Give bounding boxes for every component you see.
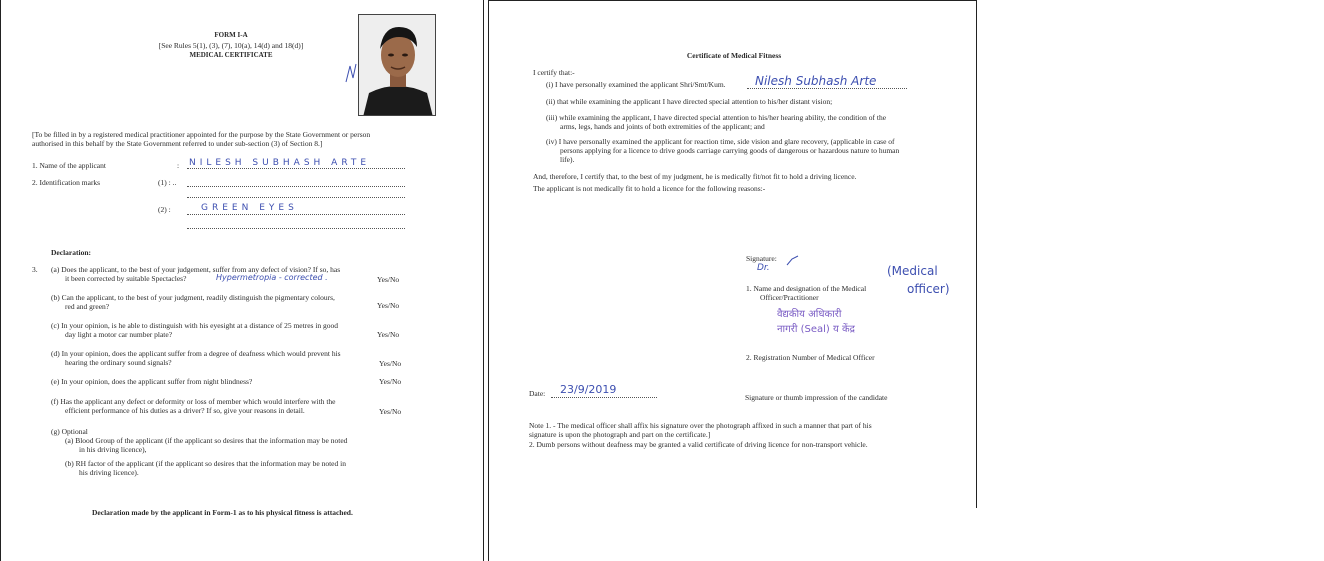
dotted-line bbox=[187, 197, 405, 198]
question-a-note: Hypermetropia - corrected . bbox=[216, 273, 328, 282]
colon: : bbox=[177, 161, 180, 170]
applicant-photo bbox=[358, 14, 436, 116]
dotted-line bbox=[187, 214, 405, 215]
dotted-line bbox=[187, 168, 405, 169]
mark-2-value: GREEN EYES bbox=[201, 203, 298, 213]
question-c-line-2: day light a motor car number plate? bbox=[65, 330, 173, 339]
applicant-name-label: 1. Name of the applicant bbox=[32, 161, 106, 170]
question-g-line-5: his driving licence). bbox=[79, 468, 139, 477]
form-subtitle: MEDICAL CERTIFICATE bbox=[189, 51, 273, 59]
registration-label: 2. Registration Number of Medical Officer bbox=[746, 353, 875, 362]
date-label: Date: bbox=[529, 389, 546, 398]
dotted-line bbox=[747, 88, 907, 89]
question-c-line-1: (c) In your opinion, is he able to distinguish with his eyesight at a distance of 25 metres in good bbox=[51, 321, 339, 330]
item-iv-line-2: persons applying for a licence to drive goods carriage carrying goods of dangerous or hazardous nature to human bbox=[560, 146, 900, 155]
item-iv-line-3: life). bbox=[560, 155, 575, 164]
answer-b: Yes/No bbox=[377, 301, 400, 310]
mark-2-label: (2) : bbox=[158, 205, 171, 214]
answer-c: Yes/No bbox=[377, 330, 400, 339]
signature-stroke-icon bbox=[786, 254, 800, 266]
item-ii: (ii) that while examining the applicant I have directed special attention to his/her distant vision; bbox=[546, 97, 833, 106]
candidate-signature-label: Signature or thumb impression of the candidate bbox=[745, 393, 888, 402]
dotted-line bbox=[551, 397, 657, 398]
designation-line-2: Officer/Practitioner bbox=[760, 293, 819, 302]
question-g-line-3: in his driving licence), bbox=[79, 445, 147, 454]
certificate-title: Certificate of Medical Fitness bbox=[686, 51, 782, 60]
intro-line-2: authorised in this behalf by the State Government referred to under sub-section (3) of Section 8.] bbox=[32, 139, 323, 148]
page-edge bbox=[488, 508, 489, 561]
signature-value: Dr. bbox=[757, 263, 770, 273]
therefore-statement: And, therefore, I certify that, to the best of my judgment, he is medically fit/not fit to hold a driving licence. bbox=[533, 172, 857, 181]
item-iii-line-1: (iii) while examining the applicant, I have directed special attention to his/her hearing ability, the condition of the bbox=[546, 113, 887, 122]
note-1-line-1: Note 1. - The medical officer shall affix his signature over the photograph affixed in such a manner that part of his bbox=[529, 421, 872, 430]
dotted-line bbox=[187, 228, 405, 229]
question-f-line-2: efficient performance of his duties as a driver? If so, give your reasons in detail. bbox=[65, 406, 305, 415]
not-fit-statement: The applicant is not medically fit to hold a licence for the following reasons:- bbox=[533, 184, 766, 193]
question-f-line-1: (f) Has the applicant any defect or deformity or loss of member which would interfere with the bbox=[51, 397, 336, 406]
question-3-number: 3. bbox=[32, 265, 38, 274]
designation-hand-2: officer) bbox=[907, 282, 950, 296]
answer-f: Yes/No bbox=[379, 407, 402, 416]
answer-a: Yes/No bbox=[377, 275, 400, 284]
item-i-value: Nilesh Subhash Arte bbox=[755, 74, 877, 88]
question-g-line-1: (g) Optional bbox=[51, 427, 88, 436]
form-rules: [See Rules 5(1), (3), (7), 10(a), 14(d) and 18(d)] bbox=[158, 41, 304, 50]
item-iii-line-2: arms, legs, hands and joints of both extremities of the applicant; and bbox=[560, 122, 765, 131]
answer-e: Yes/No bbox=[379, 377, 402, 386]
question-b-line-2: red and green? bbox=[65, 302, 110, 311]
dotted-line bbox=[187, 186, 405, 187]
question-g-line-2: (a) Blood Group of the applicant (if the applicant so desires that the information may be noted bbox=[65, 436, 348, 445]
applicant-name-value: NILESH SUBHASH ARTE bbox=[189, 158, 371, 168]
form-title: FORM I-A bbox=[214, 31, 248, 39]
form-footer: Declaration made by the applicant in Form-1 as to his physical fitness is attached. bbox=[92, 508, 353, 517]
note-1-line-2: signature is upon the photograph and part on the certificate.] bbox=[529, 430, 711, 439]
stamp-line-2: नागरी (Seal) य केंद्र bbox=[777, 324, 855, 335]
item-iv-line-1: (iv) I have personally examined the applicant for reaction time, side vision and glare recovery, (applicable in case of bbox=[546, 137, 895, 146]
signature-label: Signature: bbox=[746, 254, 777, 263]
declaration-heading: Declaration: bbox=[51, 248, 91, 257]
intro-line-1: [To be filled in by a registered medical practitioner appointed for the purpose by the State Government or person bbox=[32, 130, 371, 139]
question-b-line-1: (b) Can the applicant, to the best of your judgment, readily distinguish the pigmentary colours, bbox=[51, 293, 335, 302]
designation-line-1: 1. Name and designation of the Medical bbox=[746, 284, 867, 293]
certificate-page bbox=[488, 0, 977, 508]
form-page bbox=[0, 0, 484, 561]
signature-mark-icon bbox=[344, 62, 358, 84]
question-a-line-2: it been corrected by suitable Spectacles? bbox=[65, 274, 187, 283]
question-d-line-1: (d) In your opinion, does the applicant suffer from a degree of deafness which would prevent his bbox=[51, 349, 341, 358]
stamp-line-1: वैद्यकीय अधिकारी bbox=[777, 309, 842, 320]
question-e-line-1: (e) In your opinion, does the applicant suffer from night blindness? bbox=[51, 377, 253, 386]
question-d-line-2: hearing the ordinary sound signals? bbox=[65, 358, 172, 367]
answer-d: Yes/No bbox=[379, 359, 402, 368]
identification-label: 2. Identification marks bbox=[32, 178, 101, 187]
date-value: 23/9/2019 bbox=[560, 383, 617, 396]
mark-1-label: (1) : .. bbox=[158, 178, 177, 187]
designation-hand-1: (Medical bbox=[887, 264, 938, 278]
item-i-label: (i) I have personally examined the applicant Shri/Smt/Kum. bbox=[546, 80, 726, 89]
certify-intro: I certify that:- bbox=[533, 68, 575, 77]
note-2: 2. Dumb persons without deafness may be granted a valid certificate of driving licence for non-transport vehicle. bbox=[529, 440, 868, 449]
question-a-line-1: (a) Does the applicant, to the best of your judgement, suffer from any defect of vision? If so, has bbox=[51, 265, 341, 274]
question-g-line-4: (b) RH factor of the applicant (if the applicant so desires that the information may be noted in bbox=[65, 459, 346, 468]
